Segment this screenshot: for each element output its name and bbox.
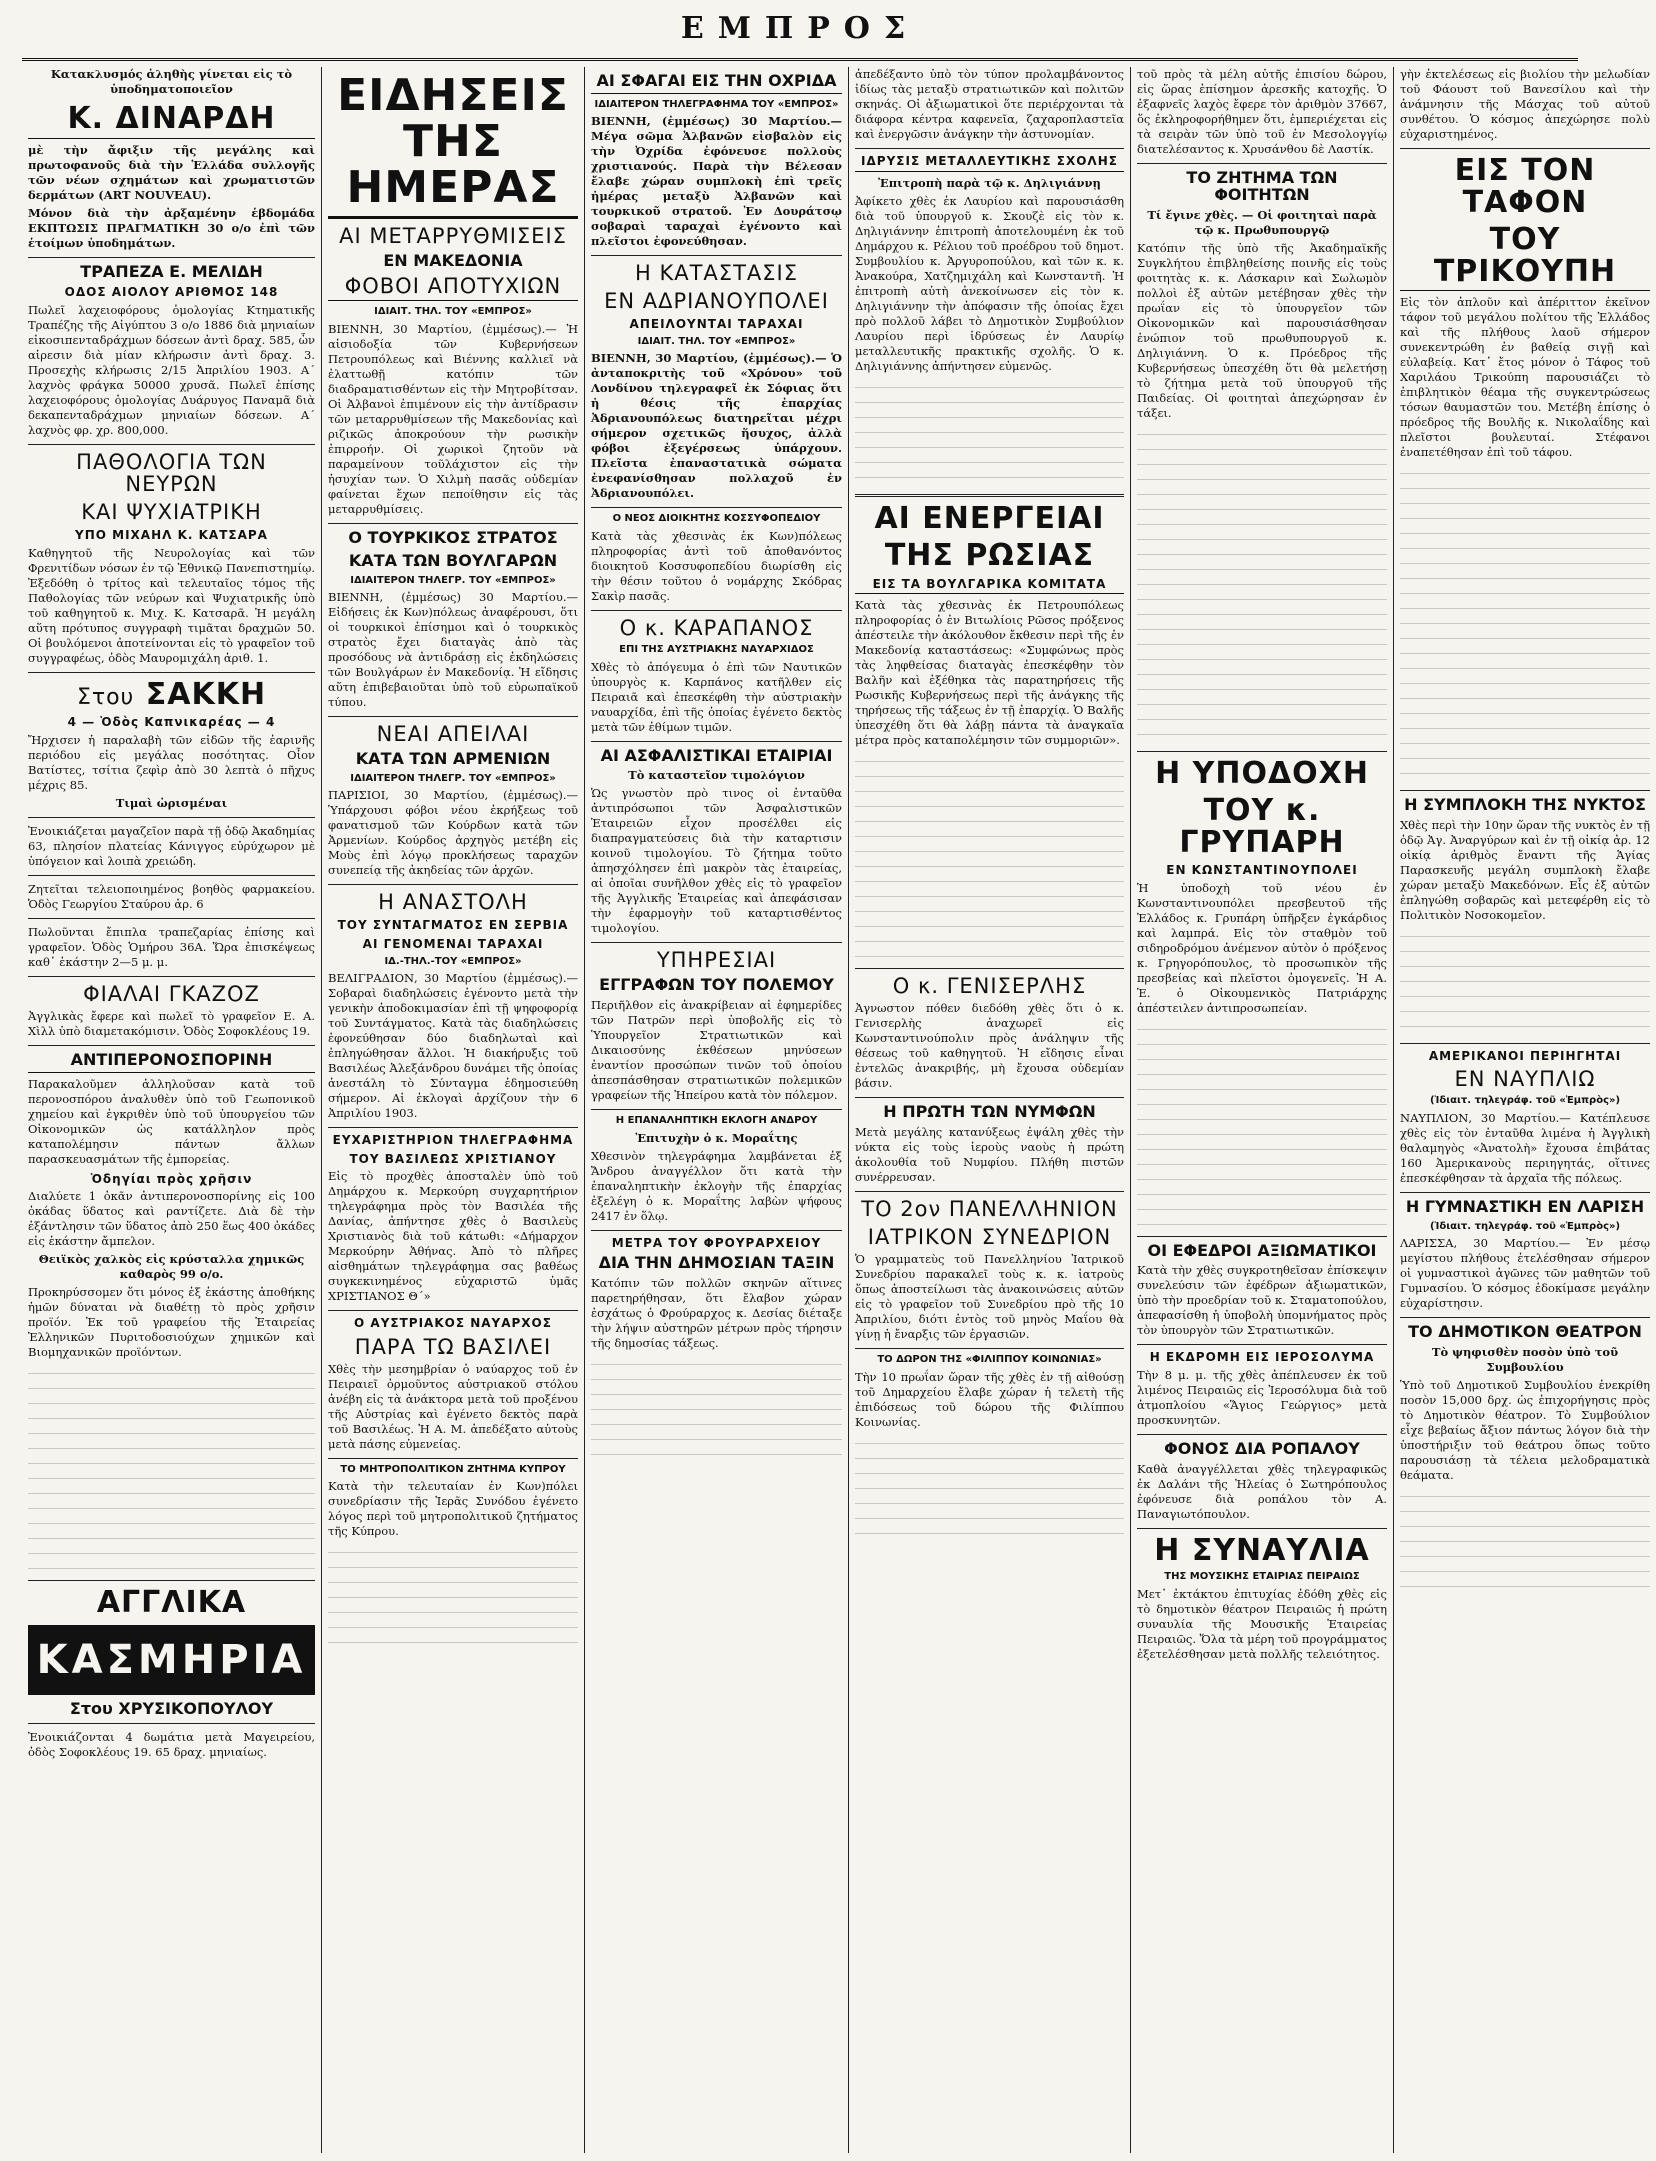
- election-title: Η ΕΠΑΝΑΛΗΠΤΙΚΗ ΕΚΛΟΓΗ ΑΝΔΡΟΥ: [615, 1115, 818, 1127]
- night-title: Η ΣΥΜΠΛΟΚΗ ΤΗΣ ΝΥΚΤΟΣ: [1404, 795, 1646, 814]
- murder-text: Καθὰ ἀναγγέλλεται χθὲς τηλεγραφικῶς ἐκ Δαλάνι τῆς Ἠλείας ὁ Σωτηρόπουλος ἐφόνευσε διὰ ροπάλου τὸν Α. Παναγιωτόπουλον.: [1137, 1461, 1387, 1521]
- ad-note: Μόνον διὰ τὴν ἀρξαμένην ἑβδομάδα ΕΚΠΤΩΣΙΣ ΠΡΑΓΜΑΤΙΚΗ 30 ο/ο ἐπὶ τῶν ἑτοίμων ὑποδημάτων.: [28, 205, 315, 250]
- peronos-title: ΑΝΤΙΠΕΡΟΝΟΣΠΟΡΙΝΗ: [28, 1052, 315, 1073]
- divider: [328, 523, 578, 524]
- jerusalem-title: Η ΕΚΔΡΟΜΗ ΕΙΣ ΙΕΡΟΣΟΛΥΜΑ: [1149, 1350, 1375, 1365]
- masthead-title: ΕΜΠΡΟΣ: [22, 0, 1578, 61]
- divider: [1137, 1434, 1387, 1435]
- text-continuation: [1400, 927, 1650, 1037]
- divider: [328, 716, 578, 717]
- concert-title-2: ΤΗΣ ΜΟΥΣΙΚΗΣ ΕΤΑΙΡΙΑΣ ΠΕΙΡΑΙΩΣ: [1164, 1571, 1360, 1583]
- adrian-title-2: ΕΝ ΑΔΡΙΑΝΟΥΠΟΛΕΙ: [604, 289, 829, 314]
- continued-text: γὴν ἐκτελέσεως εἰς βιολίου τὴν μελωδίαν τοῦ Φάουστ τοῦ Βανεσίλου καὶ τὴν ἀνάμνησιν τῆς Μάσχας τοῦ αὐτοῦ συνθέτου. Ὁ κόσμος ἀπεχώρησε πολὺ εὐχαριστημένος.: [1400, 67, 1650, 141]
- gripari-text: Ἡ ὑποδοχὴ τοῦ νέου ἐν Κωνσταντινουπόλει πρεσβευτοῦ τῆς Ἑλλάδος κ. Γρυπάρη ὑπῆρξεν ἐγκάρδιος καὶ λαμπρά. Εἰς τὸν σταθμὸν τοῦ σιδηροδρόμου ἀνέμενον αὐτὸν ὁ πρόξενος κ. Γρηγορόπουλος, τὸ προσωπικὸν τῆς πρεσβείας καὶ πλεῖστοι ὁμογενεῖς. Ἡ Α. Ἐ. ὁ Οἰκουμενικὸς Πατριάρχης ἀπέστειλεν ἀντιπροσωπείαν.: [1137, 880, 1387, 1015]
- bride-text: Μετὰ μεγάλης κατανύξεως ἐψάλη χθὲς τὴν νύκτα εἰς τοὺς ἱεροὺς ναοὺς ἡ πρώτη ἀκολουθία τοῦ Νυμφίου. Πλήθη πιστῶν συνέρρευσαν.: [855, 1125, 1124, 1185]
- section-title: ΕΙΔΗΣΕΙΣ ΤΗΣ ΗΜΕΡΑΣ: [328, 73, 578, 219]
- divider: [1137, 1344, 1387, 1345]
- threat-text: ΠΑΡΙΣΙΟΙ, 30 Μαρτίου, (ἐμμέσως).— Ὑπάρχουσι φόβοι νέου ἐκρήξεως τοῦ φανατισμοῦ τῶν Κούρδων κατὰ τῶν Ἀρμενίων. Κούρδος ἀρχηγὸς μετέβη εἰς Μοὺς ἐπὶ λόγῳ προκλήσεως ταραχῶν συνεπείᾳ τῆς ἀκηδείας τῶν ἀρχῶν.: [328, 788, 578, 878]
- classified-rent: Ἐνοικιάζεται μαγαζεῖον παρὰ τῇ ὁδῷ Ἀκαδημίας 63, πλησίον πλατείας Κάνιγγος εὐρύχωρον μὲ ὑπόγειον καὶ λοιπὰ χρειώδη.: [28, 823, 315, 868]
- divider: [1400, 790, 1650, 791]
- divider: [1400, 1317, 1650, 1318]
- ochrid-title: ΑΙ ΣΦΑΓΑΙ ΕΙΣ ΤΗΝ ΟΧΡΙΔΑ: [591, 73, 842, 94]
- thanks-title-2: ΤΟΥ ΒΑΣΙΛΕΩΣ ΧΡΙΣΤΙΑΝΟΥ: [349, 1151, 557, 1166]
- services-title: ΥΠΗΡΕΣΙΑΙ: [656, 948, 777, 973]
- photo-title-2: ΔΙΑ ΤΗΝ ΔΗΜΟΣΙΑΝ ΤΑΞΙΝ: [598, 1253, 835, 1273]
- copper-text: Προκηρύσσομεν ὅτι μόνος ἐξ ἑκάστης ἀποθήκης ἡμῶν δύναται νὰ διαθέτῃ τὸ πρὸς χρῆσιν προϊόν. Ἐκ τοῦ γραφείου τῆς Ἑταιρείας Ἑλληνικῶν Πυριτοδοσιούχων χημικῶν καὶ Βιομηχανικῶν προϊόντων.: [28, 1285, 315, 1360]
- adrian-tag: ΙΔΙΑΙΤ. ΤΗΛ. ΤΟΥ «ΕΜΠΡΟΣ»: [637, 335, 796, 347]
- karapanos-text: Χθὲς τὸ ἀπόγευμα ὁ ἐπὶ τῶν Ναυτικῶν ὑπουργὸς κ. Καρπάνος κατῆλθεν εἰς Πειραιᾶ καὶ ἐπεσκέφθη τὴν αὐστριακὴν ναυαρχίδα, ἐπὶ τῆς ὁποίας ἐγένετο δεκτὸς μετὰ τῶν ἐθίμων τιμῶν.: [591, 659, 842, 734]
- director-text: Κατὰ τὰς χθεσινὰς ἐκ Κων)πόλεως πληροφορίας ἀντὶ τοῦ ἀποθανόντος διοικητοῦ Κοσσυφοπεδίου διωρίσθη εἰς τὴν θέσιν τοῦτου ὁ νομάρχης Σκόδρας Σακὶρ πασᾶς.: [591, 528, 842, 603]
- schools-text: Ἀφίκετο χθὲς ἐκ Λαυρίου καὶ παρουσιάσθη διὰ τοῦ ὑπουργοῦ κ. Σκουζὲ εἰς τὸν κ. Δηλιγιάννην ἐπιτροπὴ ἀποτελουμένη ἐκ τοῦ Δημάρχου κ. Ρέλιου τοῦ προέδρου τοῦ δημοτ. Συμβουλίου κ. Ἀργυροπούλου, καὶ τῶν κ. κ. Ἀνακούρα, Χατζημιχάλη καὶ Κωνσταντῆ. Ἡ ἐπιτροπὴ αὐτὴ ἀνεκοίνωσεν εἰς τὸν κ. Δηλιγιάννην τὴν ἀπόφασιν τῆς ὁποίας ἔχει πρὸ πολλοῦ λάβει τὸ Δημοτικὸν Συμβούλιον Λαυρίου περὶ ἱδρύσεως ἐν Λαυρίῳ μεταλλευτικῆς πρακτικῆς σχολῆς. Ὁ κ. Δηλιγιάννης ἀπήντησεν εὐμενῶς.: [855, 193, 1124, 373]
- divider: [855, 148, 1124, 149]
- continued-text: ἀπεδέξαντο ὑπὸ τὸν τύπον προλαμβάνοντος ἰδίως τὰς μεταξὺ στρατιωτικῶν καὶ πολιτῶν σκηνάς. Οἱ ἀξιωματικοὶ ὅτε περιέρχονται τὰ διάφορα κέντρα καφενεῖα, ζαχαροπλαστεῖα καὶ ἐνεργῶσιν ἀνάγκην τὴν ἀστυνομίαν.: [855, 67, 1124, 141]
- trikoupis-title-2: ΤΟΥ ΤΡΙΚΟΥΠΗ: [1400, 224, 1650, 291]
- peronos-text: Παρακαλοῦμεν ἀλληλοῦσαν κατὰ τοῦ περονοσπόρου ἀναλυθὲν ὑπὸ τοῦ Γεωπονικοῦ χημείου καὶ ἐγκριθὲν ὑπὸ τοῦ ὑπουργείου τῶν Οἰκονομικῶν ὡς κατάλληλον πρὸς καταπολέμησιν πάντων ἄλλων παρασκευασμάτων τῆς ἐμπορείας.: [28, 1076, 315, 1166]
- gazoz-title: ΦΙΑΛΑΙ ΓΚΑΖΟΖ: [83, 981, 260, 1006]
- election-text: Χθεσινὸν τηλεγράφημα λαμβάνεται ἐξ Ἄνδρου ἀναγγέλλον ὅτι κατὰ τὴν ἐπαναληπτικὴν ἐκλογὴν τῆς ἐπαρχίας ἐξελέγη ὁ κ. Μοραΐτης λαβὼν ψήφους 2417 ἐν ὅλῳ.: [591, 1148, 842, 1223]
- text-continuation: [328, 1543, 578, 1653]
- concert-text: Μετ᾽ ἐκτάκτου ἐπιτυχίας ἐδόθη χθὲς εἰς τὸ δημοτικὸν θέατρον Πειραιῶς ἡ πρώτη συναυλία τῆς Μουσικῆς Ἑταιρείας Πειραιῶς. Ὅλα τὰ μέρη τοῦ προγράμματος ἐξετελέσθησαν μετὰ πολλῆς τελειότητος.: [1137, 1586, 1387, 1661]
- threat-title-2: ΚΑΤΑ ΤΩΝ ΑΡΜΕΝΙΩΝ: [355, 749, 551, 769]
- nafplio-title-2: ΕΝ ΝΑΥΠΛΙΩ: [1454, 1067, 1596, 1092]
- russia-text: Κατὰ τὰς χθεσινὰς ἐκ Πετρουπόλεως πληροφορίας ὁ ἐν Βιτωλίοις Ρῶσος πρόξενος ἀπέστειλε τὴν ἀκόλουθον ἔκθεσιν περὶ τῆς ἐν Μακεδονίᾳ καταστάσεως: «Συμφώνως πρὸς τὰς ληφθείσας διαταγὰς ἐπεσκέφθην τὸν Βαλῆν καὶ ἐξέθηκα τὰς παρατηρήσεις τῆς Ρωσικῆς Κυβερνήσεως περὶ τῆς ἀνάγκης τῆς τηρήσεως τῆς τάξεως ἐν τῇ ἐπαρχίᾳ. Ὁ Βαλῆς ὑπεσχέθη ὅτι θὰ λάβῃ πάντα τὰ ἀναγκαῖα μέτρα πρὸς καταπολέμησιν τῶν συμμοριῶν».: [855, 598, 1124, 748]
- text-continuation: [855, 378, 1124, 488]
- divider: [1137, 163, 1387, 164]
- students-title: ΤΟ ΖΗΤΗΜΑ ΤΩΝ ΦΟΙΤΗΤΩΝ: [1186, 168, 1338, 204]
- text-continuation: [1137, 425, 1387, 745]
- divider: [328, 884, 578, 885]
- navarch-text: Χθὲς τὴν μεσημβρίαν ὁ ναύαρχος τοῦ ἐν Πειραιεῖ ὁρμοῦντος αὐστριακοῦ στόλου ἀνέβη εἰς τὰ ἀνάκτορα μετὰ τοῦ προξένου τῆς Αὐστρίας καὶ ἐγένετο δεκτὸς παρὰ τοῦ Βασιλέως. Ἡ Α. Μ. ἀπεδέξατο αὐτοὺς μετὰ πάσης εὐμενείας.: [328, 1361, 578, 1451]
- divider: [28, 918, 315, 919]
- divider: [591, 741, 842, 742]
- book-title: ΠΑΘΟΛΟΓΙΑ ΤΩΝ ΝΕΥΡΩΝ: [76, 449, 267, 496]
- text-continuation: [1400, 464, 1650, 784]
- divider: [855, 1191, 1124, 1192]
- army-title-2: ΚΑΤΑ ΤΩΝ ΒΟΥΛΓΑΡΩΝ: [348, 550, 558, 570]
- threat-tag: ΙΔΙΑΙΤΕΡΟΝ ΤΗΛΕΓΡ. ΤΟΥ «ΕΜΠΡΟΣ»: [350, 772, 556, 784]
- russia-subtitle: ΕΙΣ ΤΑ ΒΟΥΛΓΑΡΙΚΑ ΚΟΜΙΤΑΤΑ: [855, 578, 1124, 595]
- shop-text: Ἤρχισεν ἡ παραλαβὴ τῶν εἰδῶν τῆς ἐαρινῆς περιόδου εἰς μεγάλας ποσότητας. Οἶον Βατίστες, τσίτια ζεφὶρ ἀπὸ 30 λεπτὰ ὁ πῆχυς μέχρις 85.: [28, 732, 315, 792]
- text-continuation: [855, 1434, 1124, 1544]
- schools-subtitle: Ἐπιτροπὴ παρὰ τῷ κ. Δηλιγιάννῃ: [878, 175, 1101, 190]
- gift-text: Τὴν 10 πρωΐαν ὥραν τῆς χθὲς ἐν τῇ αἰθούσῃ τοῦ Δημαρχείου ἔλαβε χώραν ἡ τελετὴ τῆς ἐπιδόσεως τοῦ δώρου τῆς Φιλίππου Κοινωνίας.: [855, 1369, 1124, 1429]
- divider: [1400, 148, 1650, 149]
- photo-text: Κατόπιν τῶν πολλῶν σκηνῶν αἵτινες παρετηρήθησαν, ὅτι ἔλαβον χώραν ἐσχάτως ὁ Φρούραρχος κ. Δεσίας διέταξε τὴν λήψιν αὐστηρῶν μέτρων πρὸς τήρησιν τῆς δημοσίας τάξεως.: [591, 1276, 842, 1351]
- serbia-subtitle: ΑΙ ΓΕΝΟΜΕΝΑΙ ΤΑΡΑΧΑΙ: [362, 937, 544, 952]
- ephors-text: Κατὰ τὴν χθὲς συγκροτηθεῖσαν ἐπίσκεψιν συνελεύσιν τῶν ἐφέδρων ἀξιωματικῶν, ὑπὸ τὴν προεδρίαν τοῦ κ. Σταματοπούλου, ἀπεφασίσθη ἡ ὑποβολὴ ὑπομνήματος πρὸς τὸν ὑπουργὸν τῶν Στρατιωτικῶν.: [1137, 1263, 1387, 1338]
- divider: [328, 1310, 578, 1311]
- congress-text: Ὁ γραμματεὺς τοῦ Πανελληνίου Ἰατρικοῦ Συνεδρίου παρακαλεῖ τοὺς κ. κ. ἰατροὺς ὅπως ἀποστείλωσι τὰς ἀνακοινώσεις αὐτῶν εἰς τὸ γραφεῖον τοῦ Συνεδρίου πρὸ τῆς 10 Ἀπριλίου, διότι ἐντὸς τοῦ μηνὸς Μαΐου θὰ γίνῃ ἡ ἔναρξις τῶν ἐργασιῶν.: [855, 1252, 1124, 1342]
- karapanos-title: Ο κ. ΚΑΡΑΠΑΝΟΣ: [619, 615, 814, 640]
- gripari-title: Η ΥΠΟΔΟΧΗ: [1155, 755, 1369, 791]
- text-continuation: [28, 1364, 315, 1574]
- divider: [1137, 1528, 1387, 1529]
- divider: [28, 672, 315, 673]
- article-subtitle: ΦΟΒΟΙ ΑΠΟΤΥΧΙΩΝ: [328, 275, 578, 301]
- army-text: ΒΙΕΝΝΗ, (ἐμμέσως) 30 Μαρτίου.— Εἰδήσεις ἐκ Κων)πόλεως ἀναφέρουσι, ὅτι οἱ τουρκικοὶ ἐπίσημοι καὶ ὁ τουρκικὸς στρατὸς ἔχει διαταγὰς ἀπὸ τὰς προσόδους νὰ ἀντιδράσῃ εἰς ἐκδηλώσεις τῶν Βουλγάρων ἐν Μακεδονίᾳ. Ἡ εἴδησις αὕτη ἐπιβεβαιοῦται ὑπὸ τοῦ εὐρωπαϊκοῦ τύπου.: [328, 590, 578, 710]
- photo-title: ΜΕΤΡΑ ΤΟΥ ΦΡΟΥΡΑΡΧΕΙΟΥ: [611, 1235, 822, 1250]
- concert-title: Η ΣΥΝΑΥΛΙΑ: [1154, 1532, 1370, 1568]
- classified-rent-2: Ἐνοικιάζονται 4 δωμάτια μετὰ Μαγειρείου, ὁδὸς Σοφοκλέους 19. 65 δραχ. μηνιαίως.: [28, 1730, 315, 1760]
- classified-furniture: Πωλοῦνται ἔπιπλα τραπεζαρίας ἐπίσης καὶ γραφεῖον. Ὁδὸς Ὁμήρου 36Α. Ὥρα ἐπισκέψεως καθ᾽ ἑκάστην 2—5 μ. μ.: [28, 924, 315, 969]
- serbia-tag: ΙΔ.-ΤΗΛ.-ΤΟΥ «ΕΜΠΡΟΣ»: [384, 955, 522, 967]
- column-2: [322, 67, 585, 2153]
- article-title: ΑΙ ΜΕΤΑΡΡΥΘΜΙΣΕΙΣ: [339, 223, 567, 248]
- ephors-title: ΟΙ ΕΦΕΔΡΟΙ ΑΞΙΩΜΑΤΙΚΟΙ: [1147, 1240, 1377, 1260]
- divider: [28, 257, 315, 258]
- insurance-text: Ὡς γνωστὸν πρὸ τινος οἱ ἐνταῦθα ἀντιπρόσωποι τῶν Ἀσφαλιστικῶν Ἑταιρειῶν εἶχον προσέλθει εἰς διαπραγματεύσεις διὰ τὴν καταρτισιν κοινοῦ τιμολογίου. Τὸ ζήτημα τοῦτο ἀπησχόλησεν ἐπὶ μακρὸν τὰς ἑταιρείας, αἱ ὁποῖαι συνῆλθον χθὲς εἰς τὸ γραφεῖον τῆς Ἀγγλικῆς Ἑταιρείας καὶ ἀπεφάσισαν τὴν ἐφαρμογὴν τοῦ καταρτισθέντος τιμολογίου.: [591, 786, 842, 936]
- theatre-subtitle: Τὸ ψηφισθὲν ποσὸν ὑπὸ τοῦ Συμβουλίου: [1431, 1345, 1619, 1375]
- bank-title: ΤΡΑΠΕΖΑ Ε. ΜΕΛΙΔΗ: [80, 261, 263, 281]
- cyprus-text: Κατὰ τὴν τελευταίαν ἐν Κων)πόλει συνεδρίασιν τῆς Ἱερᾶς Συνόδου ἐγένετο λόγος περὶ τοῦ μητροπολιτικοῦ ζητήματος τῆς Κύπρου.: [328, 1479, 578, 1539]
- divider: [591, 942, 842, 943]
- divider: [1137, 751, 1387, 752]
- thanks-title: ΕΥΧΑΡΙΣΤΗΡΙΟΝ ΤΗΛΕΓΡΑΦΗΜΑ: [332, 1133, 574, 1148]
- text-continuation: [1400, 1487, 1650, 1597]
- schools-title: ΙΔΡΥΣΙΣ ΜΕΤΑΛΛΕΥΤΙΚΗΣ ΣΧΟΛΗΣ: [855, 155, 1124, 172]
- divider: [28, 875, 315, 876]
- chrysik-title: Στου ΧΡΥΣΙΚΟΠΟΥΛΟΥ: [69, 1698, 274, 1718]
- navarch-title-2: ΠΑΡΑ ΤΩ ΒΑΣΙΛΕΙ: [354, 1334, 552, 1359]
- gift-title: ΤΟ ΔΩΡΟΝ ΤΗΣ «ΦΙΛΙΠΠΟΥ ΚΟΙΝΩΝΙΑΣ»: [877, 1354, 1102, 1366]
- column-1: [22, 67, 322, 2153]
- students-text: Κατόπιν τῆς ὑπὸ τῆς Ἀκαδημαϊκῆς Συγκλήτου ἐπιβληθείσης ποινῆς εἰς τοὺς φοιτητὰς κ. κ. Λάσκαριν καὶ Σωλωμὸν πολλοὶ ἐξ αὐτῶν μετέβησαν χθὲς τὴν πρωΐαν εἰς τὸ ὑπουργεῖον τῶν Οἰκονομικῶν καὶ παρουσιάσθησαν ἐνώπιον τοῦ πρωθυπουργοῦ κ. Δηλιγιάννη. Ὁ κ. Πρόεδρος τῆς Κυβερνήσεως ὑπεσχέθη ὅτι θὰ μελετήσῃ τὸ ζήτημα μετὰ τοῦ ὑπουργοῦ τῆς Παιδείας. Οἱ φοιτηταὶ ἀπεχώρησαν ἐν τάξει.: [1137, 240, 1387, 420]
- classified-wanted: Ζητεῖται τελειοποιημένος βοηθὸς φαρμακείου. Ὁδὸς Γεωργίου Σταύρου ἀρ. 6: [28, 881, 315, 911]
- threat-title: ΝΕΑΙ ΑΠΕΙΛΑΙ: [376, 722, 530, 747]
- article-text: ΒΙΕΝΝΗ, 30 Μαρτίου, (ἐμμέσως).— Ἡ αἰσιοδοξία τῶν Κυβερνήσεων Πετρουπόλεως καὶ Βιέννης καλλιεῖ νὰ ἐλαττωθῇ κατόπιν τῶν διαδραματισθέντων εἰς τὴν Μητροβίτσαν. Οἱ Ἀλβανοὶ ἐπιμένουν εἰς τὴν ἀντίδρασιν τῶν μεταρρυθμίσεων τῆς Μακεδονίας καὶ ριζικῶς ἀποκρούουν τὴν ρωσικὴν ἐπιρροήν. Οἱ χωρικοὶ ζητοῦν νὰ παραμείνουν τοῦλάχιστον εἰς τὴν ἡσυχίαν των. Ὁ Χιλμὴ πασᾶς οὐδεμίαν φαίνεται ἔχων πεποίθησιν εἰς τὰς μεταρρυθμίσεις.: [328, 321, 578, 516]
- serbia-title: Η ΑΝΑΣΤΟΛΗ: [378, 890, 528, 915]
- gripari-subtitle: ΕΝ ΚΩΝΣΤΑΝΤΙΝΟΥΠΟΛΕΙ: [1166, 863, 1358, 878]
- trikoupis-text: Εἰς τὸν ἀπλοῦν καὶ ἀπέριττον ἐκεῖνον τάφον τοῦ μεγάλου πολίτου τῆς Ἑλλάδος καὶ τῆς πλήθους λαοῦ σήμερον συνεκεντρώθη ἐν βαθείᾳ σιγῇ καὶ εὐλαβείᾳ. Κατ᾽ ἔτος μόνον ὁ Τάφος τοῦ Χαριλάου Τρικούπη παρουσιάζει τὸ ἐπιβλητικὸν θέαμα τῆς συγκεντρώσεως τόσων θαυμαστῶν του. Μετέβη ἐπίσης ὁ πρόεδρος τῆς Βουλῆς κ. Νικολαΐδης καὶ πλεῖστοι βουλευταί. Στέφανοι ἐναπετέθησαν ἐπὶ τοῦ τάφου.: [1400, 295, 1650, 459]
- copper-title: Θειϊκὸς χαλκὸς εἰς κρύσταλλα χημικῶς καθαρὸς 99 ο/ο.: [38, 1252, 305, 1282]
- shop-title-name: ΣΑΚΚΗ: [145, 676, 267, 712]
- divider: [28, 976, 315, 977]
- gripari-title-2: ΤΟΥ κ. ΓΡΥΠΑΡΗ: [1179, 793, 1345, 860]
- serbia-title-2: ΤΟΥ ΣΥΝΤΑΓΜΑΤΟΣ ΕΝ ΣΕΡΒΙΑ: [337, 918, 569, 933]
- divider: [28, 817, 315, 818]
- columns: [22, 67, 1650, 2153]
- karapanos-title-2: ΕΠΙ ΤΗΣ ΑΥΣΤΡΙΑΚΗΣ ΝΑΥΑΡΧΙΔΟΣ: [619, 644, 814, 656]
- divider: [1400, 1192, 1650, 1193]
- night-text: Χθὲς περὶ τὴν 10ην ὥραν τῆς νυκτὸς ἐν τῇ ὁδῷ Ἀγ. Ἀναργύρων καὶ ἐν τῇ οἰκίᾳ ἀρ. 12 οἰκίᾳ ἀριθμὸς ἔναντι τῆς Ἁγίας Παρασκευῆς μεγάλη συμπλοκὴ ἔλαβε χώραν μεταξὺ Μακεδόνων. Εἷς ἐξ αὐτῶν ἐπληγώθη σοβαρῶς καὶ μετεφέρθη εἰς τὸ Πολιτικὸν Νοσοκομεῖον.: [1400, 817, 1650, 922]
- nafplio-tag: (Ἰδιαιτ. τηλεγράφ. τοῦ «Ἐμπρὸς»): [1429, 1095, 1621, 1107]
- shop-title-prefix: Στου: [76, 684, 135, 710]
- larisa-title: Η ΓΥΜΝΑΣΤΙΚΗ ΕΝ ΛΑΡΙΣΗ: [1405, 1196, 1645, 1216]
- divider: [591, 1109, 842, 1110]
- nafplio-text: ΝΑΥΠΛΙΟΝ, 30 Μαρτίου.— Κατέπλευσε χθὲς εἰς τὸν ἐνταῦθα λιμένα ἡ Ἀγγλικὴ θαλαμηγὸς «Ἀνατολὴ» ἔχουσα ἐπιβάτας 160 Ἀμερικανοὺς περιηγητάς, οἵτινες ἐπεσκέφθησαν τὰ ἀρχαῖα τῆς πόλεως.: [1400, 1110, 1650, 1185]
- kasmiria-banner: ΚΑΣΜΗΡΙΑ: [28, 1625, 315, 1695]
- column-6: [1394, 67, 1656, 2153]
- continued-text: τοῦ πρὸς τὰ μέλη αὐτῆς ἐπισίου δώρου, εἰς ὥρας ἐπίσημον ἀρεσκῆς κατοχῆς. Ὁ ἐξαφνεῖς λαχὸς ἔφερε τὸν ἀριθμὸν 37667, ὅς ἐκληροφορήθημεν ὅτι, ἐμπεριέχεται εἰς τὰ σειρὰν τῶν ὑπὸ τοῦ ἐν Μεσολογγίῳ διατελέσαντος κ. Χρυσάνθου δὲ Λαστίκ.: [1137, 67, 1387, 156]
- divider: [28, 444, 315, 445]
- cyprus-title: ΤΟ ΜΗΤΡΟΠΟΛΙΤΙΚΟΝ ΖΗΤΗΜΑ ΚΥΠΡΟΥ: [340, 1463, 566, 1475]
- divider: [591, 1230, 842, 1231]
- instructions-text: Διαλύετε 1 ὀκᾶν ἀντιπερονοσπορίνης εἰς 100 ὀκάδας ὕδατος καὶ ραντίζετε. Διὰ δὲ τὴν ἐξάντλησιν τῶν ὕδατος ἀπὸ 250 ἕως 400 ὀκάδες εἰς ἑκάστην ἄμπελον.: [28, 1189, 315, 1249]
- adrian-text: ΒΙΕΝΝΗ, 30 Μαρτίου, (ἐμμέσως).— Ὁ ἀνταποκριτὴς τοῦ «Χρόνου» τοῦ Λονδίνου τηλεγραφεῖ ἐκ Σόφιας ὅτι ἡ θέσις τῆς ἐπαρχίας Ἀδριανουπόλεως διατηρεῖται μέχρι σήμερον σχετικῶς ἥσυχος, ἀλλὰ φόβοι ἐξεγέρσεως ὑπάρχουν. Πλεῖστα ἐπαναστατικὰ σώματα ἐνεφανίσθησαν πολλαχοῦ ἐν Ἀδριανουπόλει.: [591, 351, 842, 501]
- ad-intro: Κατακλυσμός ἀληθὴς γίνεται εἰς τὸ ὑποδηματοποιεῖον: [50, 67, 293, 96]
- article-title-2: ΕΝ ΜΑΚΕΔΟΝΙΑ: [383, 250, 523, 270]
- adrian-subtitle: ΑΠΕΙΛΟΥΝΤΑΙ ΤΑΡΑΧΑΙ: [629, 317, 804, 332]
- ochrid-tag: ΙΔΙΑΙΤΕΡΟΝ ΤΗΛΕΓΡΑΦΗΜΑ ΤΟΥ «ΕΜΠΡΟΣ»: [594, 98, 839, 110]
- army-tag: ΙΔΙΑΙΤΕΡΟΝ ΤΗΛΕΓΡ. ΤΟΥ «ΕΜΠΡΟΣ»: [350, 574, 556, 586]
- director-title: Ο ΝΕΟΣ ΔΙΟΙΚΗΤΗΣ ΚΟΣΣΥΦΟΠΕΔΙΟΥ: [612, 513, 821, 525]
- insurance-subtitle: Τὸ καταστεῖον τιμολόγιον: [628, 768, 805, 783]
- divider: [855, 1097, 1124, 1098]
- divider: [855, 1348, 1124, 1349]
- divider: [28, 1580, 315, 1581]
- larisa-tag: (Ἰδιαιτ. τηλεγράφ. τοῦ «Ἐμπρὸς»): [1429, 1220, 1621, 1232]
- nafplio-title: ΑΜΕΡΙΚΑΝΟΙ ΠΕΡΙΗΓΗΤΑΙ: [1428, 1048, 1622, 1063]
- divider: [328, 1458, 578, 1459]
- text-continuation: [591, 1355, 842, 1465]
- insurance-title: ΑΙ ΑΣΦΑΛΙΣΤΙΚΑΙ ΕΤΑΙΡΙΑΙ: [600, 745, 833, 765]
- jerusalem-text: Τὴν 8 μ. μ. τῆς χθὲς ἀπέπλευσεν ἐκ τοῦ λιμένος Πειραιῶς εἰς Ἱεροσόλυμα διὰ τοῦ ἀτμοπλοίου «Ἅγιος Γεώργιος» μετὰ προσκυνητῶν.: [1137, 1368, 1387, 1428]
- trikoupis-title: ΕΙΣ ΤΟΝ ΤΑΦΟΝ: [1454, 153, 1596, 220]
- russia-title: ΑΙ ΕΝΕΡΓΕΙΑΙ: [874, 500, 1105, 536]
- divider: [855, 494, 1124, 497]
- election-subtitle: Ἐπιτυχὴν ὁ κ. Μοραΐτης: [635, 1130, 798, 1145]
- congress-title: ΤΟ 2ον ΠΑΝΕΛΛΗΝΙΟΝ: [861, 1197, 1118, 1222]
- ochrid-text: ΒΙΕΝΝΗ, (ἐμμέσως) 30 Μαρτίου.— Μέγα σῶμα Ἀλβανῶν εἰσβαλὸν εἰς τὴν Ὀχρίδα ἐφόνευσε πολλοὺς χριστιανούς. Παρὰ τὴν Βέλεσαν ἔλαβε χώραν συμπλοκὴ ἐπὶ τρεῖς ἡμέρας μεταξὺ Ἀλβανῶν καὶ τουρκικοῦ στρατοῦ. Ἐν Δουράτσῳ σοβαραὶ ταραχαὶ ἐγένοντο καὶ πλεῖστοι ἐφονεύθησαν.: [591, 114, 842, 249]
- murder-title: ΦΟΝΟΣ ΔΙΑ ΡΟΠΑΛΟΥ: [1164, 1439, 1360, 1459]
- column-3: [585, 67, 849, 2153]
- larisa-text: ΛΑΡΙΣΣΑ, 30 Μαρτίου.— Ἐν μέσῳ μεγίστου πλήθους ἐτελέσθησαν σήμερον οἱ γυμναστικοὶ ἀγῶνες τῶν μαθητῶν τοῦ Γυμνασίου. Ὁ κόσμος ἐδοκίμασε μεγάλην εὐχαρίστησιν.: [1400, 1236, 1650, 1311]
- shop-prices: Τιμαὶ ὡρισμέναι: [115, 795, 228, 810]
- gazoz-text: Ἀγγλικὰς ἔφερε καὶ πωλεῖ τὸ γραφεῖον Ε. Α. Χὶλλ ὑπὸ διαμετακόμισιν. Ὁδὸς Σοφοκλέους 19.: [28, 1008, 315, 1038]
- divider: [591, 255, 842, 256]
- ad-text: μὲ τὴν ἄφιξιν τῆς μεγάλης καὶ πρωτοφανοῦς διὰ τὴν Ἑλλάδα συλλογῆς τῶν νέων σχημάτων καὶ χρωματιστῶν δερμάτων (ART NOUVEAU).: [28, 142, 315, 202]
- book-title-2: ΚΑΙ ΨΥΧΙΑΤΡΙΚΗ: [81, 499, 262, 524]
- services-title-2: ΕΓΓΡΑΦΩΝ ΤΟΥ ΠΟΛΕΜΟΥ: [599, 975, 834, 995]
- divider: [28, 1045, 315, 1046]
- geniseri-text: Ἀγνωστον πόθεν διεδόθη χθὲς ὅτι ὁ κ. Γενισερλὴς ἀναχωρεῖ εἰς Κωνσταντινούπολιν πρὸς ἀνάληψιν τῆς θέσεως τοῦ καθηγητοῦ. Ἡ εἴδησις εἶναι ἐντελῶς ἀνακριβής, μὴ ἔχουσα οὐδεμίαν βάσιν.: [855, 1001, 1124, 1091]
- text-continuation: [855, 752, 1124, 962]
- russia-title-2: ΤΗΣ ΡΩΣΙΑΣ: [884, 538, 1095, 574]
- navarch-title: Ο ΑΥΣΤΡΙΑΚΟΣ ΝΑΥΑΡΧΟΣ: [354, 1316, 552, 1331]
- services-text: Περιῆλθον εἰς ἀνακρίβειαν αἱ ἐφημερίδες τῶν Πατρῶν περὶ ὑποβολῆς εἰς τὸ Ὑπουργεῖον Στρατιωτικῶν καὶ Δικαιοσύνης ἐκθέσεων μηνύσεων ἐναντίον προσώπων τινῶν τοῦ ὁποίου ἀπεσπάσθησαν στρατιωτικῶν πολεμικῶν γραφείων τῆς Ἠπείρου κατὰ τὸν πόλεμον.: [591, 998, 842, 1103]
- text-continuation: [1137, 1020, 1387, 1230]
- adrian-title: Η ΚΑΤΑΣΤΑΣΙΣ: [635, 261, 798, 286]
- divider: [1137, 1236, 1387, 1237]
- students-subtitle: Τί ἔγινε χθὲς. — Οἱ φοιτηταὶ παρὰ τῷ κ. Πρωθυπουργῷ: [1147, 207, 1377, 237]
- column-4: [849, 67, 1131, 2153]
- bank-text: Πωλεῖ λαχειοφόρους ὁμολογίας Κτηματικῆς Τραπέζης τῆς Αἰγύπτου 3 ο/ο 1886 διὰ μηνιαίων εἰκοσιπενταδράχμων δόσεων ἀντὶ δραχ. 585, ὧν αἱρεσιν διὰ μίαν κλήρωσιν ἀντὶ δραχ. 3. Προσεχὴς κλήρωσις 2/15 Ἀπριλίου 1903. Α΄ λαχνὸς φράγκα 50000 χρυσᾶ. Πωλεῖ ἐπίσης λαχειοφόρους ὁμολογίας Δυάρυγος Παναμᾶ διὰ δεκαπενταδράχμων μηνιαίων δόσεων. Α΄ λαχνὸς φρ. χρ. 800,000.: [28, 302, 315, 437]
- book-author: ΥΠΟ ΜΙΧΑΗΛ Κ. ΚΑΤΣΑΡΑ: [75, 528, 268, 543]
- divider: [855, 968, 1124, 969]
- article-tag: ΙΔΙΑΙΤ. ΤΗΛ. ΤΟΥ «ΕΜΠΡΟΣ»: [374, 306, 532, 318]
- instructions-title: Ὁδηγίαι πρὸς χρῆσιν: [90, 1171, 253, 1186]
- theatre-title: ΤΟ ΔΗΜΟΤΙΚΟΝ ΘΕΑΤΡΟΝ: [1408, 1322, 1642, 1342]
- bride-title: Η ΠΡΩΤΗ ΤΩΝ ΝΥΜΦΩΝ: [883, 1102, 1096, 1122]
- theatre-text: Ὑπὸ τοῦ Δημοτικοῦ Συμβουλίου ἐνεκρίθη ποσὸν 15,000 δρχ. ὡς ἐπιχορήγησις πρὸς τὸ Δημοτικὸν θέατρον. Τὸ Συμβούλιον εἶχε βεβαίως ἄξιον πάντως λόγον διὰ τὴν ὑποστήριξιν τοῦ θεάτρου ὅπως τοῦτο παρουσιάσῃ τὰ τέλεια μελοδραματικὰ θεάματα.: [1400, 1378, 1650, 1483]
- congress-title-2: ΙΑΤΡΙΚΟΝ ΣΥΝΕΔΡΙΟΝ: [867, 1225, 1112, 1250]
- shop-address: 4 — Ὁδὸς Καπνικαρέας — 4: [67, 715, 276, 730]
- divider: [328, 1127, 578, 1128]
- book-text: Καθηγητοῦ τῆς Νευρολογίας καὶ τῶν Φρενιτίδων νόσων ἐν τῷ Ἐθνικῷ Πανεπιστημίῳ. Ἐξεδόθη ὁ τρίτος καὶ τελευταῖος τόμος τῆς Παθολογίας τῶν νεύρων καὶ Ψυχιατρικῆς ὑπὸ τοῦ καθηγητοῦ κ. Μιχ. Κ. Κατσαρᾶ. Ἡ μεγάλη αὕτη πρότυπος συγγραφὴ τιμᾶται δραχμῶν 50. Οἱ βουλόμενοι ἀποτείνονται εἰς τὸ γραφεῖον τοῦ συγγραφέως, ὁδὸς Μαυρομιχάλη ἀριθ. 1.: [28, 545, 315, 665]
- serbia-text: ΒΕΛΙΓΡΑΔΙΟΝ, 30 Μαρτίου (ἐμμέσως).— Σοβαραὶ διαδηλώσεις ἐγένοντο μετὰ τὴν γενικὴν ἀποδοκιμασίαν ἐπὶ τῇ ψηφοφορίᾳ τοῦ Συντάγματος. Κατὰ τὰς διαδηλώσεις ἐφονεύθησαν δύο διαδηλωταὶ καὶ ἐπληγώθησαν ἄλλοι. Ἡ διακήρυξις τοῦ Βασιλέως Ἀλεξάνδρου δυνάμει τῆς ὁποίας ἀνεστάλη τὸ Σύνταγμα ἐδημοσιεύθη σήμερον. Αἱ ἐκλογαὶ ἀρχίζουν τὴν 6 Ἀπριλίου 1903.: [328, 971, 578, 1121]
- ad-shop-name: Κ. ΔΙΝΑΡΔΗ: [28, 103, 315, 139]
- divider: [591, 507, 842, 508]
- column-5: [1131, 67, 1394, 2153]
- army-title: Ο ΤΟΥΡΚΙΚΟΣ ΣΤΡΑΤΟΣ: [348, 527, 558, 547]
- shop-title: [28, 676, 315, 712]
- divider: [1400, 1043, 1650, 1044]
- anglika-title: ΑΓΓΛΙΚΑ: [96, 1585, 247, 1621]
- geniseri-title: Ο κ. ΓΕΝΙΣΕΡΛΗΣ: [892, 974, 1087, 999]
- divider: [591, 610, 842, 611]
- bank-address: ΟΔΟΣ ΑΙΟΛΟΥ ΑΡΙΘΜΟΣ 148: [64, 285, 279, 300]
- thanks-text: Εἰς τὸ προχθὲς ἀποσταλὲν ὑπὸ τοῦ Δημάρχου κ. Μερκούρη συγχαρητήριον τηλεγράφημα πρὸς τὸν Βασιλέα τῆς Δανίας, ἀπήντησε χθὲς ὁ Βασιλεὺς Χριστιανὸς διὰ τοῦ κάτωθι: «Δήμαρχον Μερκούρην Ἀθήνας. Ἀπὸ τὸ πλῆρες αἰσθημάτων τηλεγράφημα σας βαθέως συγκεκινημένος εὐχαριστῶ ὑμᾶς ΧΡΙΣΤΙΑΝΟΣ Θ΄»: [328, 1169, 578, 1304]
- divider: [28, 1723, 315, 1724]
